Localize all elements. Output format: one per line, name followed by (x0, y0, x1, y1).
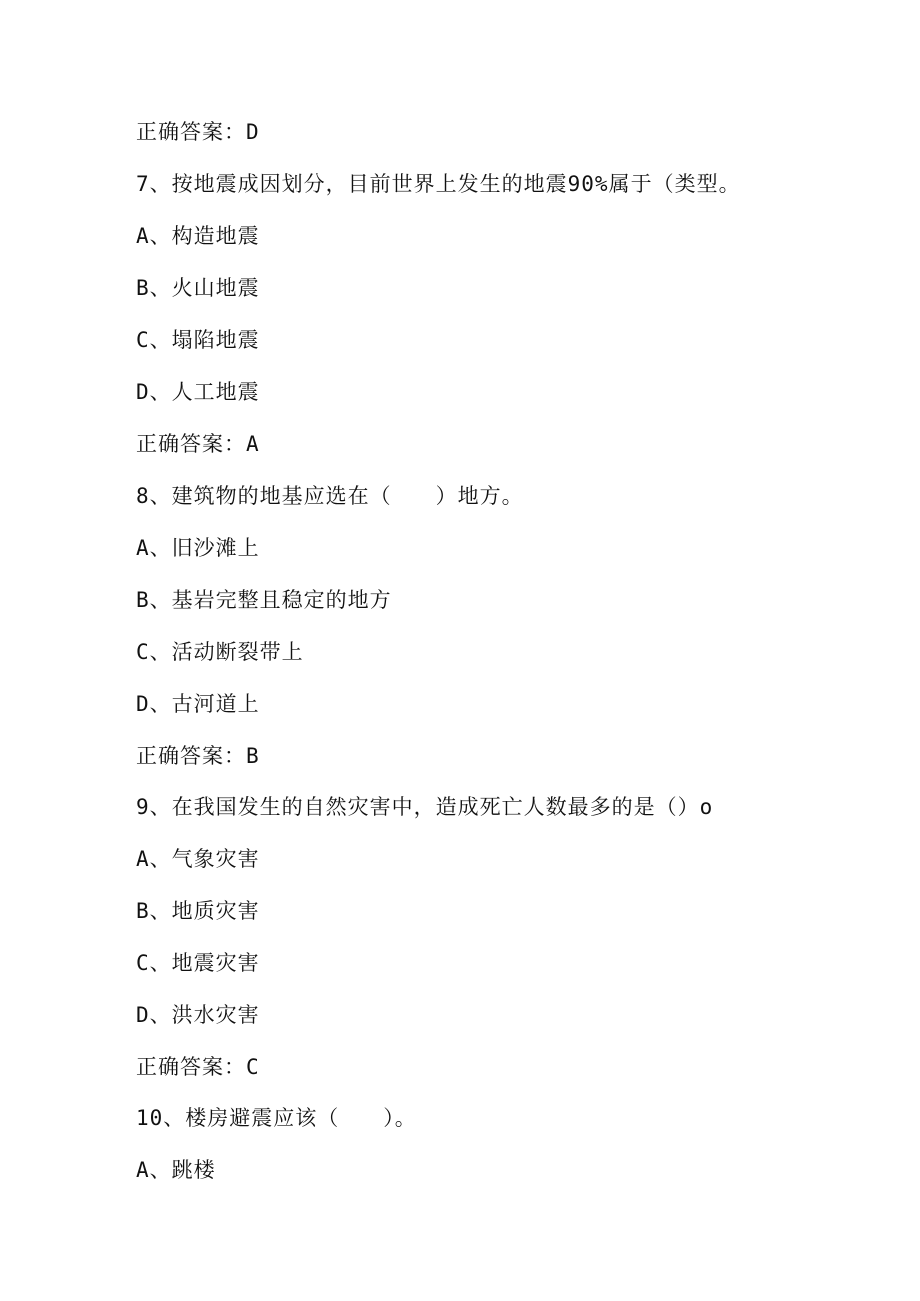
option-line: D、古河道上 (136, 692, 260, 716)
option-line: A、气象灾害 (136, 847, 260, 871)
answer-line: 正确答案：A (136, 432, 260, 456)
question-line: 9、在我国发生的自然灾害中，造成死亡人数最多的是（）o (136, 795, 714, 819)
answer-line: 正确答案：B (136, 744, 260, 768)
option-line: D、洪水灾害 (136, 1003, 260, 1027)
question-line: 8、建筑物的地基应选在（ ）地方。 (136, 484, 524, 508)
option-line: B、地质灾害 (136, 899, 260, 923)
option-line: A、旧沙滩上 (136, 536, 260, 560)
question-line: 10、楼房避震应该（ ）。 (136, 1106, 417, 1130)
option-line: A、构造地震 (136, 224, 260, 248)
option-line: A、跳楼 (136, 1158, 216, 1182)
option-line: D、人工地震 (136, 380, 260, 404)
option-line: C、地震灾害 (136, 951, 260, 975)
answer-line: 正确答案：D (136, 120, 260, 144)
option-line: B、火山地震 (136, 276, 260, 300)
option-line: C、活动断裂带上 (136, 640, 304, 664)
answer-line: 正确答案：C (136, 1055, 260, 1079)
option-line: B、基岩完整且稳定的地方 (136, 588, 392, 612)
option-line: C、塌陷地震 (136, 328, 260, 352)
question-line: 7、按地震成因划分，目前世界上发生的地震90%属于（类型。 (136, 172, 741, 196)
